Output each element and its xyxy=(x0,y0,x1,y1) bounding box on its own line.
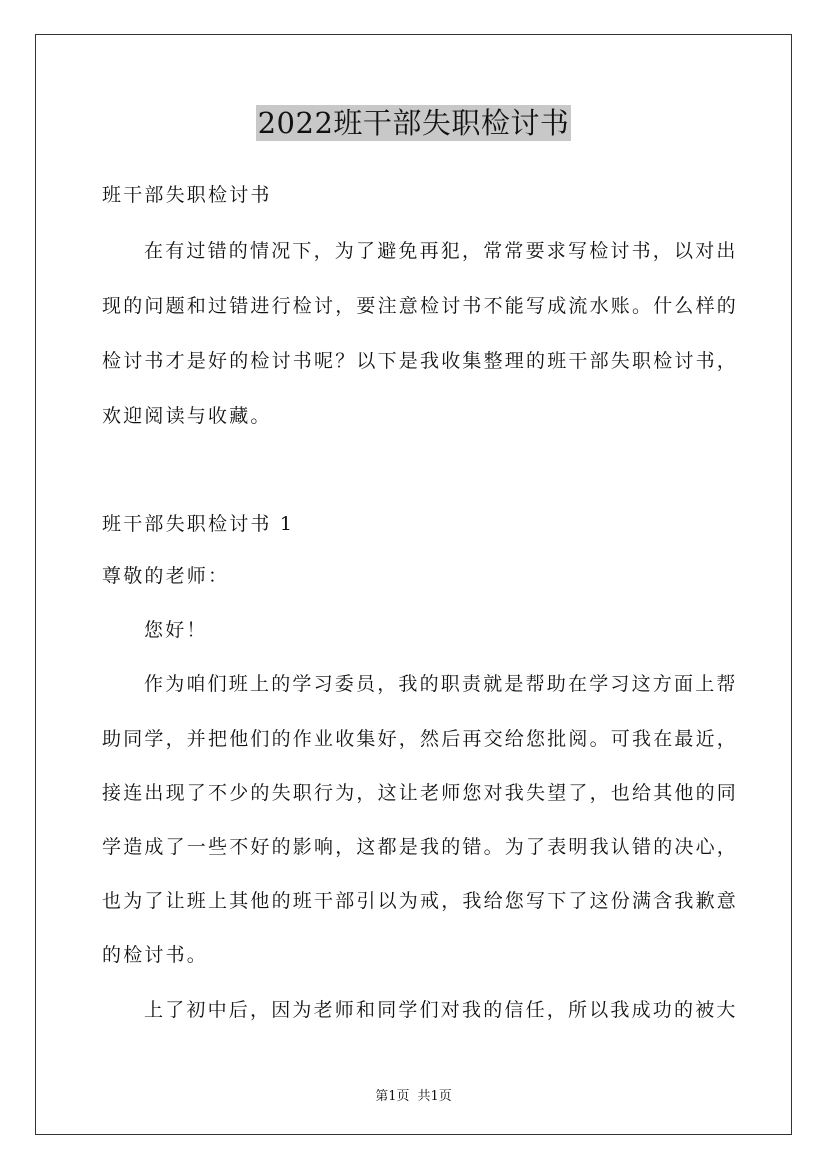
section-heading: 班干部失职检讨书 xyxy=(102,184,272,206)
document-title-block xyxy=(0,101,827,142)
body-line-3: 接连出现了不少的失职行为，这让老师您对我失望了，也给其他的同 xyxy=(102,782,739,804)
subsection-heading: 班干部失职检讨书 1 xyxy=(102,513,295,535)
body-line-7: 上了初中后，因为老师和同学们对我的信任，所以我成功的被大 xyxy=(144,999,738,1021)
body-line-5: 也为了让班上其他的班干部引以为戒，我给您写下了这份满含我歉意 xyxy=(102,890,739,912)
body-line-1: 作为咱们班上的学习委员，我的职责就是帮助在学习这方面上帮 xyxy=(144,673,738,695)
salutation: 尊敬的老师： xyxy=(102,565,230,587)
body-line-2: 助同学，并把他们的作业收集好，然后再交给您批阅。可我在最近， xyxy=(102,728,739,750)
body-line-4: 学造成了一些不好的影响，这都是我的错。为了表明我认错的决心， xyxy=(102,836,739,858)
greeting: 您好！ xyxy=(144,619,208,641)
intro-line-4: 欢迎阅读与收藏。 xyxy=(102,405,272,427)
document-title: 2022班干部失职检讨书 xyxy=(257,106,570,140)
intro-line-2: 现的问题和过错进行检讨，要注意检讨书不能写成流水账。什么样的 xyxy=(102,295,739,317)
intro-line-3: 检讨书才是好的检讨书呢？以下是我收集整理的班干部失职检讨书， xyxy=(102,350,739,372)
page-total: 共1页 xyxy=(417,1089,452,1104)
intro-line-1: 在有过错的情况下，为了避免再犯，常常要求写检讨书，以对出 xyxy=(144,240,738,262)
page-footer xyxy=(0,1085,827,1104)
body-line-6: 的检讨书。 xyxy=(102,944,209,966)
page-number: 第1页 xyxy=(375,1089,410,1104)
